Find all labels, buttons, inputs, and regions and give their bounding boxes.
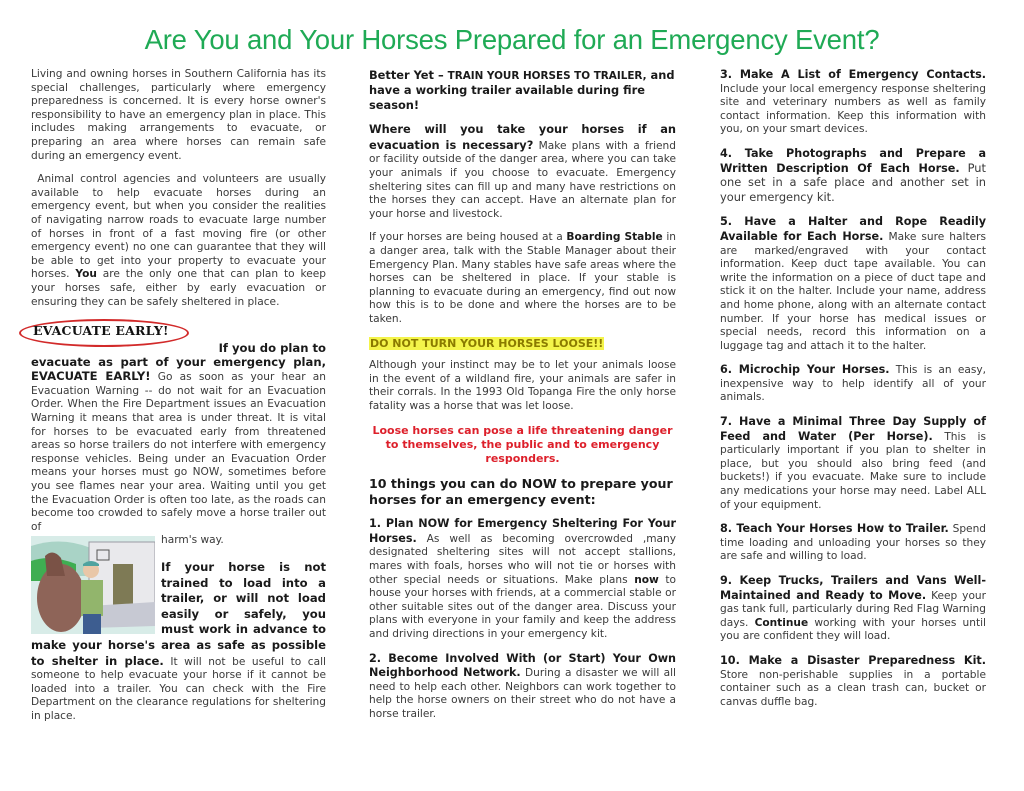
page-title: Are You and Your Horses Prepared for an Emergency Event?	[144, 24, 880, 55]
agencies-paragraph: Animal control agencies and volunteers are usually available to help evacuate horses during an emergency event, but when you consider the realities of navigating narrow roads to evacuate large number of horses in front of a fast moving fire (or other emergency event) no one can guarantee that they will be able to get into your property to evacuate your horses. You are the only one that can plan to keep your horses safe, either by early evacuation or ensuring they can be safely sheltered in place.	[31, 173, 327, 308]
item-4: 4. Take Photographs and Prepare a Written Description Of Each Horse. Put one set in a safe place and another set in your emergency kit.	[720, 146, 986, 204]
item-10: 10. Make a Disaster Preparedness Kit. Store non-perishable supplies in a portable container such as a clean trash can, bucket or canvas duffle bag.	[720, 653, 986, 708]
item-8: 8. Teach Your Horses How to Trailer. Spend time loading and unloading your horses so they are safe and willing to load.	[720, 522, 987, 563]
boarding-paragraph: If your horses are being housed at a Boarding Stable in a danger area, talk with the Stable Manager about their Emergency Plan. Many stables have safe areas where the horses can be sheltered in place. If your stable is planning to evacuate during an emergency, find out now how this is to be done and where the horses are to be taken.	[369, 231, 676, 325]
intro-paragraph: Living and owning horses in Southern California has its special challenges, particularly where emergency preparedness is concerned. It is every horse owner's responsibility to have an emergency plan in place. This includes making arrangements to evacuate, or preparing an area where horses can remain safe during an emergency event.	[31, 68, 326, 162]
item-2: 2. Become Involved With (or Start) Your Own Neighborhood Network. During a disaster we will all need to help each other. Neighbors can work together to help the horse owners on their street who do not have a horse trailer.	[369, 651, 676, 721]
column-middle	[369, 68, 676, 732]
evac-bold-intro: If you do plan to	[218, 341, 326, 356]
evacuate-early-label: EVACUATE EARLY!	[33, 323, 169, 339]
ten-things-heading: 10 things you can do NOW to prepare your horses for an emergency event:	[369, 476, 673, 507]
evacuate-early-callout	[19, 319, 326, 345]
loose-paragraph: Although your instinct may be to let your animals loose in the event of a wildland fire, your animals are safer in their corrals. In the 1993 Old Topanga Fire the only horse fatality was a horse that was let loose.	[369, 359, 676, 412]
item-1: 1. Plan NOW for Emergency Sheltering For Your Horses. As well as becoming overcrowded ,many designated sheltering sites will not accept stallions, mares with foals, horses who will not tie or horses with other special needs or situations. Make plans now to house your horses with friends, at a commercial stable or other suitable sites out of the danger area. Discuss your plans with everyone in your family and keep the address and driving directions in your emergency kit.	[369, 517, 677, 641]
item-6: 6. Microchip Your Horses. This is an easy, inexpensive way to help identify all of your animals.	[720, 363, 986, 404]
item-9: 9. Keep Trucks, Trailers and Vans Well-Maintained and Ready to Move. Keep your gas tank full, particularly during Red Flag Warning days. Continue working with your horses until you are confident they will load.	[720, 574, 986, 643]
loose-heading	[369, 337, 676, 352]
better-yet-paragraph: Better Yet – TRAIN YOUR HORSES TO TRAILER, and have a working trailer available during fire season!	[369, 68, 675, 112]
evac-continuation	[31, 534, 326, 723]
red-warning: Loose horses can pose a life threatening danger to themselves, the public and to emergency responders.	[372, 423, 673, 465]
evacuate-paragraph: evacuate as part of your emergency plan, EVACUATE EARLY! Go as soon as your hear an Evacuation Warning -- do not wait for an Evacuation Order. When the Fire Department issues an Evacuation Warning it means that area is under threat. It is vital for horses to be evacuated early from threatened areas so horse trailers do not interfere with emergency response vehicles. Being under an Evacuation Order means your horses must go NOW, sometimes before you see flames near your area. Waiting until you get the Evacuation Order is often too late, as the roads can become too crowded to safely move a horse trailer out of	[31, 354, 326, 533]
trained-paragraph: If your horse is not trained to load into a trailer, or will not load easily or safely, you must work in advance to make your horse's area as safe as possible to shelter in place. It will not be useful to call someone to help evacuate your horse if it cannot be loaded into a trailer. You can check with the Fire Department on the clearance regulations for sheltering in place.	[31, 560, 326, 722]
column-left	[31, 68, 326, 724]
harm-way-text: harm's way.	[161, 534, 224, 547]
item-7: 7. Have a Minimal Three Day Supply of Feed and Water (Per Horse). This is particularly important if you plan to shelter in place, but you should also bring feed (and buckets!) if you evacuate. Make sure to include any medications your horse may need. Label ALL of your equipment.	[720, 415, 986, 511]
highlighted-warning: DO NOT TURN YOUR HORSES LOOSE!!	[370, 336, 604, 350]
horse-trailer-image	[31, 536, 155, 634]
item-5: 5. Have a Halter and Rope Readily Available for Each Horse. Make sure halters are marked/engraved with your contact information. Keep duct tape available. You can write the information on a piece of duct tape and stick it on the halter. Include your name, address and home phone, along with an alternate contact number. If your horse has medical issues or special needs, record this information on a luggage tag and attach it to the halter.	[720, 215, 986, 352]
horse-trailer-illustration	[31, 536, 155, 634]
item-3: 3. Make A List of Emergency Contacts. Include your local emergency response sheltering site and veterinary numbers as well as family contact information. Keep this information with you, on your smart devices.	[720, 68, 986, 136]
column-right	[720, 68, 986, 719]
where-paragraph: Where will you take your horses if an evacuation is necessary? Make plans with a friend or facility outside of the danger area, where you can take your animals if you choose to evacuate. Emergency sheltering sites can fill up and many have restrictions on the horses they can accept. Have an alternate plan for your horse and livestock.	[369, 122, 676, 220]
you-emphasis: You	[75, 268, 97, 281]
